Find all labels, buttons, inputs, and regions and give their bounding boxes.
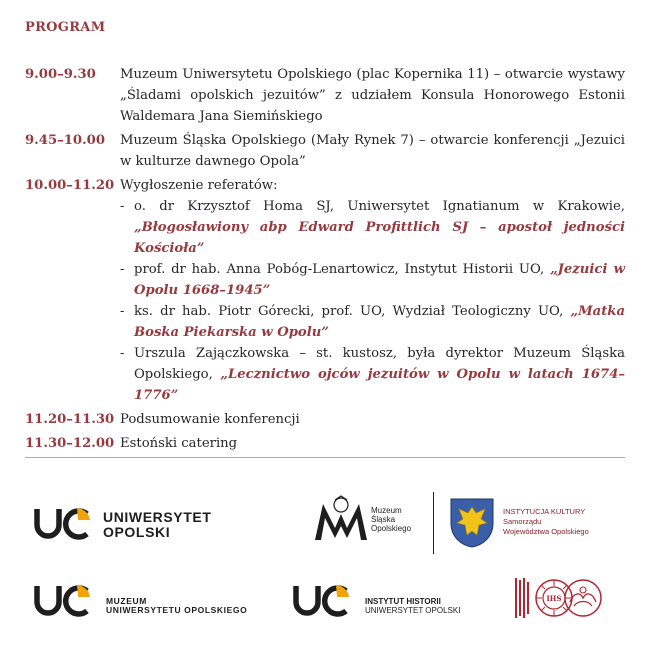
lecture-speaker: ks. dr hab. Piotr Górecki, prof. UO, Wydział Teologiczny UO, <box>134 304 564 319</box>
muo-logo <box>33 582 248 622</box>
schedule-description: Muzeum Śląska Opolskiego (Mały Rynek 7) – otwarcie konferencji „Jezuici w kulturze dawnego Opola” <box>120 133 625 169</box>
bullet-dash: - <box>120 304 125 319</box>
lectures-list <box>120 196 625 406</box>
vertical-text-emblem-icon <box>514 576 530 620</box>
logo-separator <box>433 492 434 554</box>
lecture-item <box>120 301 625 343</box>
eagle-m-icon <box>313 494 369 544</box>
mso-name-line2: Śląska <box>371 515 396 525</box>
uo-mark-icon <box>33 505 95 541</box>
mso-name-line1: Muzeum <box>371 506 402 515</box>
lecture-item <box>120 259 625 301</box>
ik-line1: INSTYTUCJA KULTURY <box>503 507 586 516</box>
lecture-speaker: Urszula Zajączkowska – st. kustosz, była dyrektor Muzeum Śląska Opolskiego, <box>134 346 625 382</box>
schedule-row <box>25 433 625 454</box>
ih-name-line1: INSTYTUT HISTORII <box>365 597 441 606</box>
ihs-text: IHS <box>546 594 562 603</box>
uo-name-line2: OPOLSKI <box>103 523 171 540</box>
schedule-row <box>25 130 625 172</box>
schedule-time: 11.30–12.00 <box>25 436 115 451</box>
uo-name-line1: UNIWERSYTET <box>103 509 212 525</box>
program-schedule <box>25 64 625 457</box>
schedule-row <box>25 175 625 406</box>
ornamental-round-emblem-icon <box>562 578 604 618</box>
lecture-title: „Jezuici w Opolu 1668–1945” <box>134 262 625 298</box>
schedule-description: Muzeum Uniwersytetu Opolskiego (plac Kopernika 11) – otwarcie wystawy „Śladami opolskich jezuitów” z udziałem Konsula Honorowego Estonii Waldemara Jana Siemińskiego <box>120 67 625 124</box>
schedule-description: Podsumowanie konferencji <box>120 412 300 427</box>
lecture-speaker: o. dr Krzysztof Homa SJ, Uniwersytet Ignatianum w Krakowie, <box>134 199 625 214</box>
lecture-item <box>120 343 625 406</box>
instytut-historii-logo <box>292 582 461 622</box>
program-heading: PROGRAM <box>25 20 106 35</box>
schedule-time: 9.45–10.00 <box>25 133 106 148</box>
bullet-dash: - <box>120 346 125 361</box>
lecture-title: „Lecznictwo ojców jezuitów w Opolu w latach 1674–1776” <box>134 367 625 403</box>
uo-logo <box>33 505 212 545</box>
muo-name-line2: UNIWERSYTETU OPOLSKIEGO <box>106 604 248 615</box>
schedule-row <box>25 409 625 430</box>
instytucja-kultury-logo <box>449 497 589 553</box>
schedule-description: Estoński catering <box>120 436 238 451</box>
bullet-dash: - <box>120 199 125 214</box>
schedule-time: 10.00–11.20 <box>25 178 115 193</box>
muo-name-line1: MUZEUM <box>106 596 147 606</box>
section-divider <box>25 457 625 458</box>
ih-name-line2: UNIWERSYTET OPOLSKI <box>365 606 461 616</box>
coat-of-arms-icon <box>449 497 495 549</box>
lecture-speaker: prof. dr hab. Anna Pobóg-Lenartowicz, Instytut Historii UO, <box>134 262 545 277</box>
schedule-time: 11.20–11.30 <box>25 412 115 427</box>
schedule-time: 9.00–9.30 <box>25 67 96 82</box>
schedule-description <box>120 175 625 406</box>
ik-line2: Samorządu <box>503 516 542 526</box>
ik-line3: Województwa Opolskiego <box>503 526 589 536</box>
lecture-title: „Matka Boska Piekarska w Opolu” <box>134 304 625 340</box>
schedule-row <box>25 64 625 127</box>
lecture-item <box>120 196 625 259</box>
uo-mark-icon <box>33 582 95 618</box>
uo-mark-icon <box>292 582 354 618</box>
mso-name-line3: Opolskiego <box>371 524 412 534</box>
lecture-title: „Błogosławiony abp Edward Profittlich SJ – apostoł jedności Kościoła” <box>134 220 625 256</box>
mso-logo <box>313 494 412 548</box>
bullet-dash: - <box>120 262 125 277</box>
lectures-intro: Wygłoszenie referatów: <box>120 178 278 193</box>
